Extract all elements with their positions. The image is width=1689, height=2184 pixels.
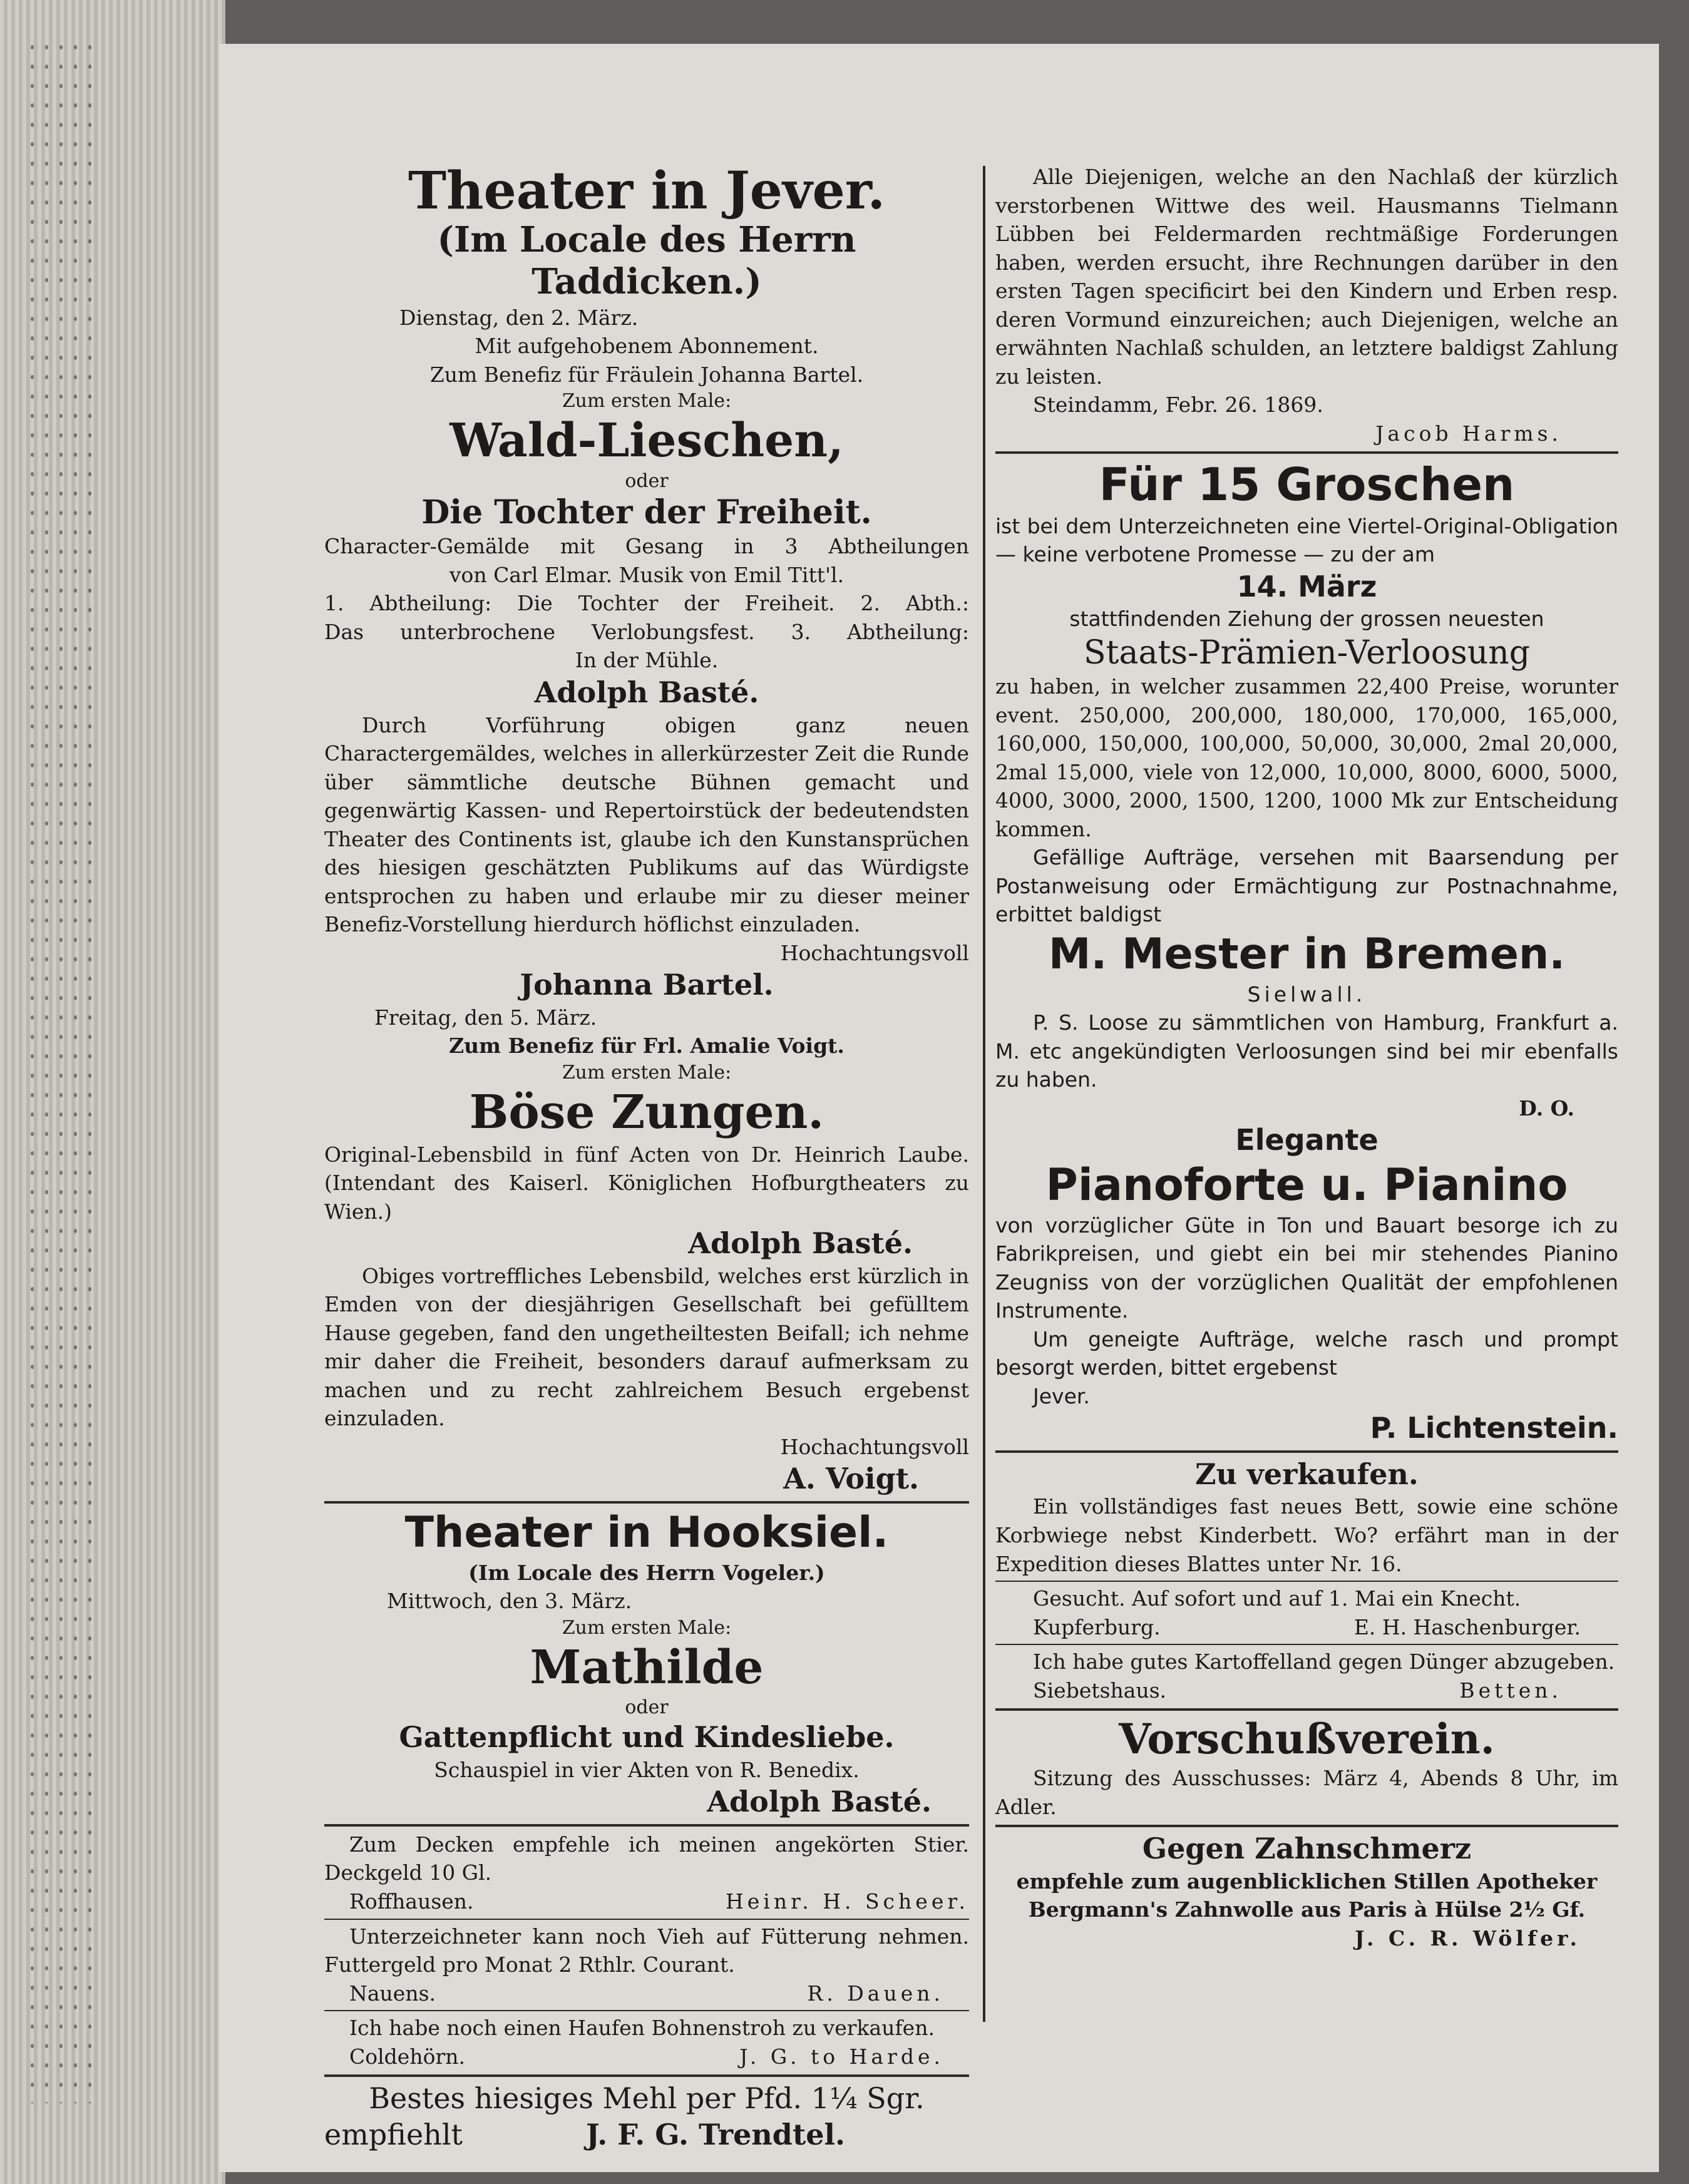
jever-oder: oder [625, 469, 669, 492]
left-column [324, 163, 969, 2153]
jever-first: Zum ersten Male: [562, 390, 732, 413]
hooksiel-play: Mathilde [530, 1640, 764, 1694]
jever-body: Durch Vorführung obigen ganz neuen Charactergemäldes, welches in allerkürzester Zeit die Runde über sämmtliche deutsche Bühnen gemacht und gegenwärtig Kassen- und Repertoirstück der bedeutendsten Theater des Continents ist, glaube ich den Kunstansprüchen des hiesigen geschätzten Publikums auf das Würdigste entsprochen zu haben und erlaube mir zu dieser meiner Benefiz-Vorstellung hierdurch höflichst einzuladen. [324, 712, 969, 937]
lotto-title: Für 15 Groschen [1099, 458, 1515, 511]
verein-title: Vorschußverein. [1119, 1715, 1495, 1764]
jever-venue: (Im Locale des Herrn Taddicken.) [437, 219, 856, 303]
jever-first-2: Zum ersten Male: [562, 1061, 732, 1084]
column-divider [983, 166, 985, 2022]
hooksiel-director: Adolph Basté. [707, 1785, 932, 1819]
hooksiel-venue: (Im Locale des Herrn Vogeler.) [468, 1560, 825, 1585]
lotto-initials: D. O. [1519, 1095, 1574, 1120]
verkauf-body: Ein vollständiges fast neues Bett, sowie eine schöne Korbwiege nebst Kinderbett. Wo? erfährt man in der Expedition dieses Blattes unter Nr. 16. [995, 1494, 1618, 1576]
divider [324, 1501, 969, 1504]
jever-abo: Mit aufgehobenem Abonnement. [475, 334, 819, 359]
hooksiel-desc: Schauspiel in vier Akten von R. Benedix. [434, 1757, 860, 1782]
jever-title: Theater in Jever. [408, 161, 886, 221]
mehl-line: Bestes hiesiges Mehl per Pfd. 1¼ Sgr. [369, 2081, 925, 2116]
hooksiel-first: Zum ersten Male: [562, 1616, 732, 1639]
jever-closing-2: Hochachtungsvoll [780, 1434, 969, 1459]
ad-vieh-place: Nauens. [349, 1981, 436, 2006]
zahn-name: J. C. R. Wölfer. [1354, 1925, 1581, 1951]
mehl-sign [324, 2117, 969, 2153]
ad-stier-place: Roffhausen. [349, 1889, 474, 1914]
piano-pre: Elegante [1235, 1123, 1378, 1157]
mehl-prefix: empfiehlt [324, 2117, 463, 2151]
verein-text: Sitzung des Ausschusses: März 4, Abends 8 Uhr, im Adler. [995, 1766, 1618, 1819]
jever-closing: Hochachtungsvoll [780, 940, 969, 965]
ad-stier-text: Zum Decken empfehle ich meinen angekörten Stier. Deckgeld 10 Gl. [324, 1832, 969, 1885]
jever-signature-2: A. Voigt. [783, 1462, 919, 1496]
divider [995, 1450, 1618, 1453]
right-column [995, 163, 1618, 1953]
jever-signature: Johanna Bartel. [520, 968, 774, 1002]
zahn-title: Gegen Zahnschmerz [1142, 1832, 1472, 1866]
jever-desc-4: Das unterbrochene Verlobungsfest. 3. Abtheilung: [324, 619, 969, 644]
jever-benefit: Zum Benefiz für Fräulein Johanna Bartel. [429, 362, 864, 387]
divider [324, 2010, 969, 2011]
jever-subtitle: Die Tochter der Freiheit. [421, 493, 872, 531]
divider [995, 1581, 1618, 1582]
piano-body-2: Um geneigte Aufträge, welche rasch und prompt besorgt werden, bittet ergebenst [995, 1326, 1618, 1380]
kartoffel-name: Betten. [1459, 1678, 1562, 1703]
piano-title: Pianoforte u. Pianino [1045, 1159, 1568, 1211]
hooksiel-date: Mittwoch, den 3. März. [387, 1589, 632, 1614]
divider [324, 1919, 969, 1920]
kartoffel-text: Ich habe gutes Kartoffelland gegen Dünger abzugeben. [1033, 1649, 1615, 1674]
book-binding-edge [0, 0, 225, 2184]
jever-desc-3: 1. Abtheilung: Die Tochter der Freiheit. 2. Abth.: [324, 591, 969, 616]
nachlass-name: Jacob Harms. [1375, 421, 1562, 446]
ad-stroh-sign [324, 2043, 969, 2071]
lotto-line-1: ist bei dem Unterzeichneten eine Viertel-Original-Obligation — keine verbotene Promesse — zu der am [995, 513, 1618, 567]
lotto-line-2: stattfindenden Ziehung der grossen neuesten [1069, 607, 1544, 632]
hooksiel-title: Theater in Hooksiel. [404, 1507, 889, 1557]
verkauf-title: Zu verkaufen. [1195, 1457, 1419, 1491]
jever-date-2: Freitag, den 5. März. [374, 1005, 597, 1030]
jever-body-2: Obiges vortreffliches Lebensbild, welches erst kürzlich in Emden von der diesjährigen Gesellschaft bei gefülltem Hause gegeben, fand den ungetheiltesten Beifall; ich nehme mir daher die Freiheit, besonders darauf aufmerksam zu machen und zu recht zahlreichem Besuch ergebenst einzuladen. [324, 1263, 969, 1431]
jever-desc-5: In der Mühle. [575, 648, 719, 673]
hooksiel-oder: oder [625, 1696, 669, 1719]
jever-director-2: Adolph Basté. [688, 1226, 913, 1261]
zahn-text: empfehle zum augenblicklichen Stillen Apotheker Bergmann's Zahnwolle aus Paris à Hülse 2½ Gf. [1016, 1869, 1598, 1922]
kartoffel-sign [995, 1676, 1618, 1705]
gesucht-text: Gesucht. Auf sofort und auf 1. Mai ein Knecht. [1033, 1586, 1521, 1611]
ad-stier-sign [324, 1887, 969, 1916]
jever-desc-1: Character-Gemälde mit Gesang in 3 Abtheilungen [324, 534, 969, 559]
ad-vieh-name: R. Dauen. [807, 1981, 944, 2006]
piano-name: P. Lichtenstein. [1370, 1411, 1618, 1445]
lotto-line-3: Staats-Prämien-Verloosung [1083, 633, 1531, 672]
jever-play-2: Böse Zungen. [469, 1085, 824, 1139]
jever-desc-2: von Carl Elmar. Musik von Emil Titt'l. [449, 562, 844, 587]
ad-vieh-sign [324, 1979, 969, 2008]
ad-stroh-place: Coldehörn. [349, 2044, 465, 2069]
divider [995, 1825, 1618, 1827]
speckled-edge [25, 38, 100, 2103]
lotto-date: 14. März [1236, 569, 1377, 603]
nachlass-date: Steindamm, Febr. 26. 1869. [1033, 392, 1323, 418]
gesucht-name: E. H. Haschenburger. [1353, 1614, 1581, 1639]
piano-place: Jever. [1033, 1383, 1090, 1408]
jever-desc-6: Original-Lebensbild in fünf Acten von Dr. Heinrich Laube. (Intendant des Kaiserl. Königlichen Hofburgtheaters zu Wien.) [324, 1142, 969, 1224]
ad-stroh-text: Ich habe noch einen Haufen Bohnenstroh zu verkaufen. [349, 2016, 935, 2041]
jever-play: Wald-Lieschen, [449, 414, 844, 468]
divider [995, 1708, 1618, 1711]
lotto-line-5: Gefällige Aufträge, versehen mit Baarsendung per Postanweisung oder Ermächtigung zur Postnachnahme, erbittet baldigst [995, 845, 1618, 927]
newspaper-page [219, 44, 1659, 2172]
kartoffel-place: Siebetshaus. [1033, 1678, 1167, 1703]
ad-stroh-name: J. G. to Harde. [739, 2044, 944, 2069]
lotto-street: Sielwall. [1247, 982, 1367, 1007]
jever-director: Adolph Basté. [534, 675, 759, 709]
divider [324, 2074, 969, 2077]
lotto-prizes: zu haben, in welcher zusammen 22,400 Preise, worunter event. 250,000, 200,000, 180,000, 170,000, 165,000, 160,000, 150,000, 100,000, 50,000, 30,000, 2mal 20,000, 2mal 15,000, viele von 12,000, 10,000, 8000, 6000, 5000, 4000, 3000, 2000, 1500, 1200, 1000 Mk zur Entscheidung kommen. [995, 674, 1618, 841]
hooksiel-subtitle: Gattenpflicht und Kindesliebe. [399, 1720, 895, 1755]
gesucht-place: Kupferburg. [1033, 1614, 1161, 1639]
ad-vieh-text: Unterzeichneter kann noch Vieh auf Fütterung nehmen. Futtergeld pro Monat 2 Rthlr. Courant. [324, 1924, 969, 1977]
mehl-name: J. F. G. Trendtel. [586, 2117, 845, 2151]
divider [995, 1644, 1618, 1645]
jever-date: Dienstag, den 2. März. [399, 305, 639, 330]
divider [324, 1824, 969, 1827]
lotto-ps: P. S. Loose zu sämmtlichen von Hamburg, Frankfurt a. M. etc angekündigten Verloosungen sind bei mir ebenfalls zu haben. [995, 1010, 1618, 1092]
nachlass-body: Alle Diejenigen, welche an den Nachlaß der kürzlich verstorbenen Wittwe des weil. Hausmanns Tielmann Lübben bei Feldermarden rechtmäßige Forderungen haben, werden ersucht, ihre Rechnungen darüber in den ersten Tagen specificirt bei den Kindern und Erben resp. deren Vormund einzureichen; auch Diejenigen, welche an erwähnten Nachlaß schulden, an letztere baldigst Zahlung zu leisten. [995, 165, 1618, 389]
gesucht-sign [995, 1613, 1618, 1642]
ad-stier-name: Heinr. H. Scheer. [725, 1889, 969, 1914]
divider [995, 451, 1618, 454]
jever-benefit-2: Zum Benefiz für Frl. Amalie Voigt. [449, 1033, 844, 1059]
piano-body: von vorzüglicher Güte in Ton und Bauart besorge ich zu Fabrikpreisen, und giebt ein bei mir stehendes Pianino Zeugniss von der vorzüglichen Qualität der empfohlenen Instrumente. [995, 1212, 1618, 1323]
lotto-firm: M. Mester in Bremen. [1048, 929, 1566, 979]
